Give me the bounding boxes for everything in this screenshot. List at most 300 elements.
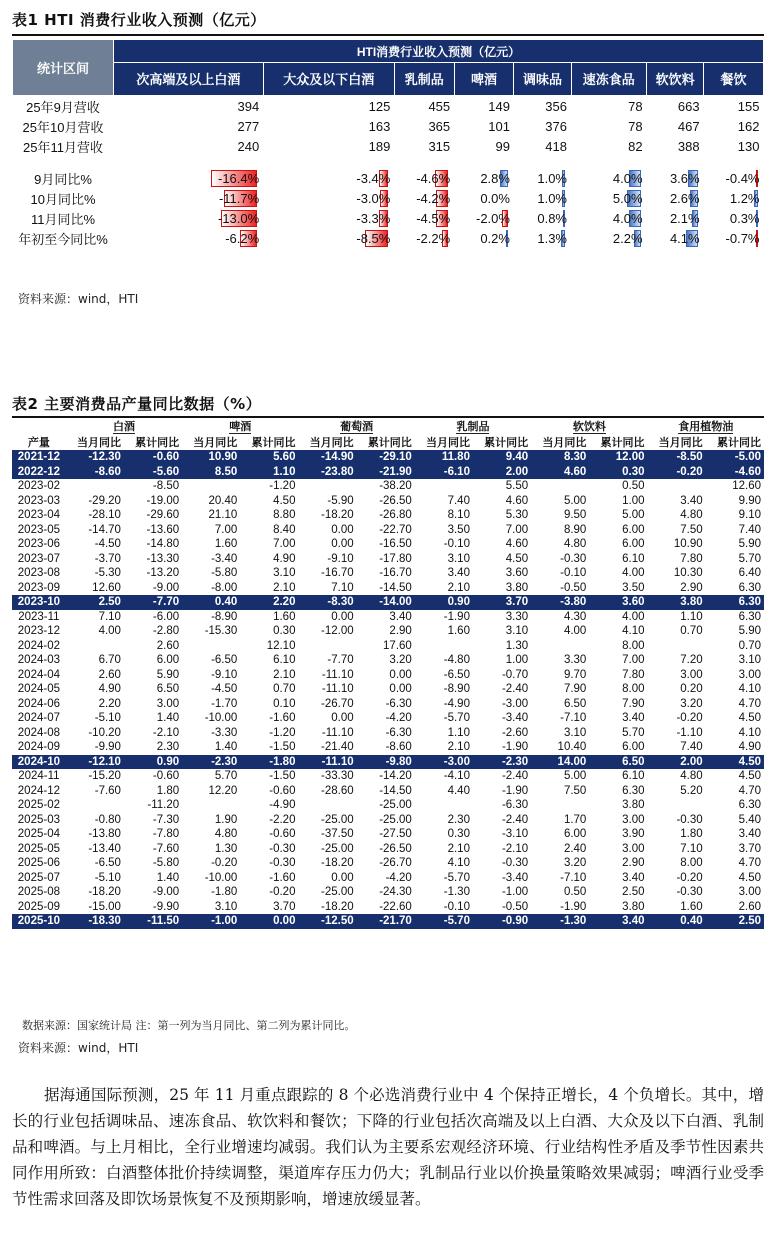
yoy-value-cell: -38.20	[379, 480, 412, 493]
period-cell: 2025-09	[17, 900, 60, 913]
yoy-value-cell: 12.60	[92, 581, 121, 594]
row-label: 10月同比%	[30, 191, 96, 207]
product-group-label: 白酒	[112, 420, 135, 433]
data-row	[12, 682, 764, 697]
row-label: 25年10月营收	[22, 119, 104, 135]
yoy-value-cell: 0.00	[389, 683, 412, 696]
yoy-cell	[647, 188, 704, 208]
yoy-value-cell	[648, 798, 706, 813]
yoy-value-cell: 5.30	[505, 509, 529, 522]
yoy-value-cell: 3.00	[738, 886, 761, 899]
yoy-value-cell: -5.30	[94, 567, 121, 580]
data-row	[12, 813, 764, 828]
data-row	[12, 900, 764, 915]
yoy-cell	[647, 228, 704, 248]
yoy-value-cell: -0.90	[473, 914, 531, 929]
product-group-header	[531, 418, 647, 434]
yoy-value-cell: 7.80	[680, 552, 703, 565]
data-row	[12, 769, 764, 784]
yoy-value-cell: -13.30	[146, 552, 180, 565]
data-row	[12, 479, 764, 494]
period-cell: 2024-09	[17, 741, 60, 754]
row-label: 11月同比%	[30, 211, 96, 227]
yoy-value-cell: -0.60	[269, 828, 296, 841]
monthly-yoy-header: 当月同比	[193, 436, 238, 449]
yoy-value-cell	[298, 639, 356, 654]
yoy-value-cell: 6.30	[622, 784, 645, 797]
yoy-value-cell: -11.10	[321, 668, 354, 681]
yoy-value-cell: -9.00	[152, 886, 180, 899]
yoy-value-cell: 14.00	[531, 755, 589, 770]
yoy-value-cell: -11.10	[298, 755, 356, 770]
yoy-value-cell: -26.80	[379, 509, 412, 522]
yoy-value: -6.2%	[225, 230, 260, 246]
yoy-row	[13, 188, 764, 208]
yoy-cell	[394, 228, 454, 248]
yoy-value-cell: -3.40	[211, 552, 238, 565]
yoy-value-cell: -1.80	[211, 886, 238, 899]
yoy-value-cell: 8.30	[531, 450, 589, 465]
highlighted-data-row	[12, 595, 764, 610]
yoy-value-cell: -1.00	[182, 914, 240, 929]
yoy-value-cell: -14.00	[357, 595, 415, 610]
yoy-value-cell: 1.30	[214, 842, 238, 855]
row-label: 25年9月营收	[26, 99, 100, 115]
yoy-value-cell: 6.30	[738, 610, 761, 623]
yoy-value-cell: -5.60	[124, 465, 182, 480]
yoy-value-cell: 3.40	[389, 610, 412, 623]
yoy-value-cell: -14.50	[379, 784, 412, 797]
period-cell: 2025-05	[17, 842, 60, 855]
yoy-value: -3.0%	[356, 190, 391, 206]
yoy-value-cell: 3.00	[622, 813, 645, 826]
yoy-value-cell: 0.40	[648, 914, 706, 929]
yoy-cell	[704, 228, 764, 248]
yoy-value-cell: 6.30	[738, 799, 761, 812]
yoy-value-cell: 3.20	[389, 654, 412, 667]
revenue-cell: 277	[237, 118, 260, 134]
yoy-value-cell: 2.10	[273, 668, 296, 681]
yoy-value-cell: -3.00	[501, 697, 529, 710]
revenue-cell: 99	[495, 138, 510, 154]
yoy-value-cell: 2.10	[447, 581, 470, 594]
yoy-value-cell: -9.10	[211, 668, 238, 681]
row-label: 9月同比%	[34, 171, 92, 187]
period-cell: 2025-06	[17, 857, 60, 870]
yoy-value-cell: 6.50	[563, 697, 587, 710]
revenue-cell: 418	[545, 138, 567, 154]
yoy-value-cell: 5.00	[622, 509, 645, 522]
data-row	[12, 566, 764, 581]
yoy-value-cell: 12.60	[732, 480, 761, 493]
yoy-value-cell: 4.90	[98, 683, 121, 696]
yoy-value-cell: 4.80	[214, 828, 238, 841]
data-row	[12, 639, 764, 654]
cumulative-yoy-header: 累计同比	[135, 436, 180, 449]
yoy-value-cell: -2.30	[182, 755, 240, 770]
yoy-value-cell: 3.90	[622, 828, 645, 841]
yoy-value-cell: -7.30	[152, 813, 180, 826]
yoy-value-cell: 2.30	[447, 813, 470, 826]
yoy-value-cell: 6.10	[622, 770, 645, 783]
yoy-value-cell: -26.50	[379, 494, 412, 507]
yoy-value-cell: 8.80	[273, 509, 296, 522]
yoy-value-cell: -18.20	[321, 509, 354, 522]
yoy-value-cell: -1.80	[240, 755, 298, 770]
yoy-value-cell: 2.30	[156, 741, 180, 754]
yoy-value: -3.4%	[356, 170, 391, 186]
row-label: 25年11月营收	[23, 139, 103, 155]
data-row	[12, 508, 764, 523]
yoy-value-cell: -0.10	[443, 900, 470, 913]
product-group-label: 乳制品	[456, 420, 490, 433]
revenue-row	[13, 96, 764, 117]
yoy-value-cell: -4.20	[385, 871, 412, 884]
yoy-value-cell: -21.70	[357, 914, 415, 929]
period-cell: 2024-07	[17, 712, 60, 725]
analysis-paragraph: 据海通国际预测，25 年 11 月重点跟踪的 8 个必选消费行业中 4 个保持正增长，4 个负增长。其中，增长的行业包括调味品、速冻食品、软饮料和餐饮；下降的行业包括次高端及以上白酒、大众及以下白酒、乳制品和啤酒。与上月相比，全行业增速均减弱。我们认为主要系宏观经济环境、行业结构性矛盾及季节性因素共同作用所致：白酒整体批价持续调整，渠道库存压力仍大；乳制品行业以价换量策略效果减弱；啤酒行业受季节性需求回落及即饮场景恢复不及预期影响，增速放缓显著。	[12, 1086, 764, 1208]
period-cell: 2025-03	[17, 813, 60, 826]
yoy-value-cell: -3.70	[94, 552, 121, 565]
yoy-value: 1.2%	[729, 190, 760, 206]
yoy-value-cell: 0.70	[738, 639, 761, 652]
yoy-value-cell: 1.80	[156, 784, 180, 797]
yoy-value-cell: 0.30	[273, 625, 296, 638]
yoy-value-cell: 1.00	[622, 494, 645, 507]
yoy-value-cell: 4.90	[738, 741, 761, 754]
yoy-value-cell: 6.00	[622, 523, 645, 536]
data-row	[12, 494, 764, 509]
yoy-value-cell: -22.70	[379, 523, 412, 536]
yoy-value-cell: -8.00	[211, 581, 238, 594]
yoy-value-cell: 17.60	[383, 639, 412, 652]
yoy-value-cell: 0.00	[331, 610, 354, 623]
yoy-value-cell: 9.70	[563, 668, 587, 681]
yoy-value-cell: 7.90	[622, 697, 645, 710]
yoy-value-cell: 5.60	[240, 450, 298, 465]
yoy-value-cell: -13.60	[146, 523, 180, 536]
yoy-value: 2.8%	[480, 170, 510, 186]
data-row	[12, 827, 764, 842]
yoy-value-cell: -25.00	[321, 886, 354, 899]
table1-caption: 表1 HTI 消费行业收入预测（亿元）	[12, 11, 266, 29]
yoy-value-cell: 4.70	[738, 857, 761, 870]
highlighted-data-row	[12, 450, 764, 465]
revenue-cell: 125	[368, 98, 391, 114]
yoy-value: 0.0%	[480, 190, 510, 206]
yoy-value-cell: 3.40	[622, 871, 645, 884]
yoy-value-cell: -0.10	[443, 538, 470, 551]
yoy-value-cell: 3.60	[505, 567, 529, 580]
yoy-value-cell: 11.80	[415, 450, 473, 465]
yoy-value: -13.0%	[217, 210, 260, 226]
yoy-value: -2.0%	[476, 210, 510, 226]
yoy-value-cell: -26.70	[379, 857, 412, 870]
yoy-value-cell: 8.50	[182, 465, 240, 480]
yoy-value-cell: 4.10	[738, 683, 761, 696]
yoy-value-cell: -16.70	[321, 567, 354, 580]
yoy-cell	[263, 228, 394, 248]
yoy-value-cell: 5.90	[738, 538, 761, 551]
yoy-cell	[114, 228, 264, 248]
yoy-value-cell: 0.30	[589, 465, 647, 480]
yoy-value-cell: 4.60	[505, 494, 529, 507]
table2-source: 资料来源：wind，HTI	[18, 1041, 139, 1055]
period-cell: 2025-08	[17, 886, 60, 899]
period-cell: 2024-06	[17, 697, 60, 710]
yoy-value-cell: 0.20	[680, 683, 703, 696]
yoy-value-cell: 3.70	[273, 900, 296, 913]
yoy-value-cell: -0.20	[676, 712, 703, 725]
yoy-value-cell: 6.00	[156, 654, 180, 667]
yoy-value-cell: -1.20	[269, 480, 296, 493]
yoy-value-cell: 0.00	[331, 712, 354, 725]
product-group-header	[66, 418, 182, 434]
yoy-value-cell: 4.50	[738, 770, 761, 783]
yoy-value-cell: -28.60	[321, 784, 354, 797]
yoy-value-cell: 1.60	[447, 625, 470, 638]
data-row	[12, 537, 764, 552]
product-group-label: 食用植物油	[678, 420, 734, 433]
yoy-value-cell: -14.20	[379, 770, 412, 783]
revenue-cell: 101	[488, 118, 510, 134]
yoy-value-cell: -13.80	[88, 828, 121, 841]
yoy-value-cell: -0.60	[269, 784, 296, 797]
yoy-value-cell: -14.90	[298, 450, 356, 465]
yoy-value-cell: -2.10	[501, 842, 529, 855]
yoy-value-cell: -1.90	[443, 610, 470, 623]
yoy-cell	[454, 188, 514, 208]
period-cell: 2024-04	[17, 668, 60, 681]
yoy-value-cell: 9.10	[738, 509, 761, 522]
yoy-row	[13, 208, 764, 228]
yoy-value-cell: 3.40	[622, 712, 645, 725]
yoy-value-cell: -9.00	[152, 581, 180, 594]
yoy-value-cell: 7.40	[680, 741, 703, 754]
yoy-value-cell: 2.60	[98, 668, 121, 681]
yoy-value-cell: 0.50	[622, 480, 645, 493]
yoy-value-cell: 3.10	[214, 900, 238, 913]
yoy-value-cell: 2.00	[648, 755, 706, 770]
data-row	[12, 798, 764, 813]
yoy-value-cell: -1.60	[269, 871, 296, 884]
yoy-value: -11.7%	[218, 190, 260, 206]
yoy-value-cell: -28.10	[88, 509, 121, 522]
yoy-value-cell: 4.50	[273, 494, 296, 507]
yoy-value-cell: 0.90	[415, 595, 473, 610]
revenue-cell: 388	[677, 138, 700, 154]
yoy-value-cell: 7.20	[680, 654, 703, 667]
yoy-value-cell: 7.10	[680, 842, 703, 855]
yoy-value-cell	[415, 479, 473, 494]
yoy-value-cell: 10.90	[673, 538, 703, 551]
yoy-value-cell: 7.40	[738, 523, 761, 536]
yoy-value-cell: 0.00	[389, 668, 412, 681]
yoy-value-cell: -11.50	[124, 914, 182, 929]
yoy-value-cell: -7.10	[560, 712, 587, 725]
yoy-value-cell: -0.30	[269, 857, 296, 870]
yoy-value-cell: 3.40	[680, 494, 703, 507]
yoy-cell	[454, 168, 514, 188]
yoy-cell	[571, 188, 647, 208]
revenue-cell: 356	[545, 98, 567, 114]
yoy-value-cell: 7.50	[563, 784, 587, 797]
yoy-value-cell: 1.00	[505, 654, 529, 667]
yoy-value-cell: -7.10	[560, 871, 587, 884]
yoy-value-cell: -5.00	[706, 450, 764, 465]
stat-period-header: 统计区间	[13, 40, 114, 96]
yoy-value: -16.4%	[217, 170, 260, 186]
table2-caption: 表2 主要消费品产量同比数据（%）	[12, 395, 262, 413]
yoy-value-cell: 6.50	[589, 755, 647, 770]
data-row	[12, 871, 764, 886]
yoy-value-cell: -19.00	[146, 494, 180, 507]
yoy-value-cell: 9.90	[738, 494, 761, 507]
cumulative-yoy-header: 累计同比	[251, 436, 296, 449]
period-cell: 2023-11	[18, 610, 60, 623]
yoy-value-cell: 3.80	[622, 799, 645, 812]
yoy-value-cell: -2.40	[501, 770, 529, 783]
period-cell: 2021-12	[12, 450, 66, 465]
yoy-value-cell: -6.30	[501, 799, 529, 812]
yoy-value-cell: -26.50	[379, 842, 412, 855]
revenue-cell: 455	[428, 98, 451, 114]
yoy-value-cell: 4.50	[738, 712, 761, 725]
yoy-value-cell: 0.70	[273, 683, 296, 696]
yoy-value-cell: -6.30	[385, 697, 412, 710]
yoy-value-cell: 4.00	[98, 625, 121, 638]
yoy-value-cell: 6.00	[563, 828, 587, 841]
category-header: 调味品	[514, 63, 571, 96]
yoy-value-cell	[415, 798, 473, 813]
data-row	[12, 610, 764, 625]
data-row	[12, 697, 764, 712]
yoy-value-cell: -1.50	[269, 770, 296, 783]
yoy-value-cell: 0.10	[273, 697, 296, 710]
data-row	[12, 552, 764, 567]
category-header: 速冻食品	[571, 63, 647, 96]
yoy-value-cell: 3.00	[622, 842, 645, 855]
yoy-value-cell: -4.10	[443, 770, 470, 783]
yoy-value-cell: -15.30	[204, 625, 238, 638]
yoy-value-cell: 2.00	[473, 465, 531, 480]
revenue-row	[13, 136, 764, 156]
yoy-value-cell: -5.70	[443, 871, 470, 884]
yoy-value-cell: 4.60	[531, 465, 589, 480]
yoy-value-cell: -0.20	[676, 871, 703, 884]
yoy-value-cell: -5.80	[152, 857, 180, 870]
yoy-value-cell	[182, 479, 240, 494]
category-header: 餐饮	[704, 63, 764, 96]
yoy-value-cell: -1.90	[501, 741, 529, 754]
yoy-value-cell: 4.50	[738, 871, 761, 884]
yoy-value-cell: 7.90	[563, 683, 587, 696]
yoy-value-cell: -3.40	[501, 871, 529, 884]
yoy-value-cell: -4.20	[385, 712, 412, 725]
yoy-row	[13, 168, 764, 188]
yoy-value: 2.6%	[669, 190, 700, 206]
yoy-value-cell: 5.70	[738, 552, 761, 565]
yoy-value-cell: 1.60	[214, 538, 238, 551]
yoy-value-cell: 2.40	[563, 842, 587, 855]
yoy-value-cell: 6.30	[706, 595, 764, 610]
period-cell: 2023-10	[12, 595, 66, 610]
yoy-value-cell: 4.10	[738, 726, 761, 739]
period-cell: 2024-11	[18, 770, 60, 783]
revenue-cell: 162	[737, 118, 760, 134]
yoy-value-cell: 2.50	[66, 595, 124, 610]
period-cell: 2024-05	[17, 683, 60, 696]
yoy-value-cell	[531, 798, 589, 813]
yoy-value-cell: -10.20	[88, 726, 121, 739]
yoy-value-cell: -0.50	[560, 581, 587, 594]
yoy-cell	[394, 168, 454, 188]
yoy-value-cell: 12.20	[208, 784, 238, 797]
yoy-value-cell: 0.00	[331, 538, 354, 551]
yoy-value-cell: 7.10	[331, 581, 354, 594]
yoy-value-cell: 1.90	[214, 813, 238, 826]
yoy-value: 1.0%	[537, 170, 567, 186]
yoy-value-cell: -14.50	[379, 581, 412, 594]
yoy-value: 5.0%	[612, 190, 643, 206]
cumulative-yoy-header: 累计同比	[600, 436, 645, 449]
yoy-value-cell: 3.10	[447, 552, 470, 565]
yoy-value-cell	[66, 798, 124, 813]
period-cell: 2024-02	[17, 639, 60, 652]
yoy-value-cell: 3.00	[156, 697, 180, 710]
yoy-value-cell: 1.60	[680, 900, 703, 913]
yoy-value-cell: 8.90	[563, 523, 587, 536]
yoy-value-cell: 3.80	[505, 581, 529, 594]
revenue-cell: 189	[368, 138, 391, 154]
data-row	[12, 726, 764, 741]
yoy-value-cell	[531, 479, 589, 494]
yoy-cell	[647, 168, 704, 188]
yoy-value-cell: 7.10	[98, 610, 121, 623]
yoy-value-cell: 3.80	[648, 595, 706, 610]
yoy-value-cell: 3.10	[738, 654, 761, 667]
yoy-value-cell: 3.70	[473, 595, 531, 610]
period-cell: 2024-08	[17, 726, 60, 739]
yoy-value-cell: 3.50	[447, 523, 470, 536]
yoy-value-cell: 4.80	[680, 770, 703, 783]
yoy-value-cell: 5.00	[563, 494, 587, 507]
yoy-value-cell: 4.80	[563, 538, 587, 551]
yoy-cell	[514, 228, 571, 248]
yoy-value-cell: 0.40	[182, 595, 240, 610]
yoy-value-cell: -15.20	[88, 770, 121, 783]
yoy-value-cell: -1.60	[269, 712, 296, 725]
yoy-value-cell: -13.20	[146, 567, 180, 580]
yoy-value-cell: 0.00	[240, 914, 298, 929]
yoy-value-cell: 2.20	[98, 697, 121, 710]
yoy-value-cell: -1.70	[211, 697, 238, 710]
yoy-value-cell: -33.30	[321, 770, 354, 783]
yoy-value-cell: -12.30	[66, 450, 124, 465]
yoy-value: 4.1%	[669, 230, 700, 246]
data-row	[12, 885, 764, 900]
yoy-cell	[394, 208, 454, 228]
yoy-value-cell: -0.60	[152, 770, 180, 783]
yoy-value-cell: -9.90	[94, 741, 121, 754]
yoy-value-cell: -12.50	[298, 914, 356, 929]
yoy-value-cell: -27.50	[379, 828, 412, 841]
data-row	[12, 653, 764, 668]
yoy-value-cell	[531, 639, 589, 654]
yoy-value-cell: 3.80	[622, 900, 645, 913]
yoy-value-cell: 4.50	[706, 755, 764, 770]
revenue-cell: 78	[628, 98, 643, 114]
